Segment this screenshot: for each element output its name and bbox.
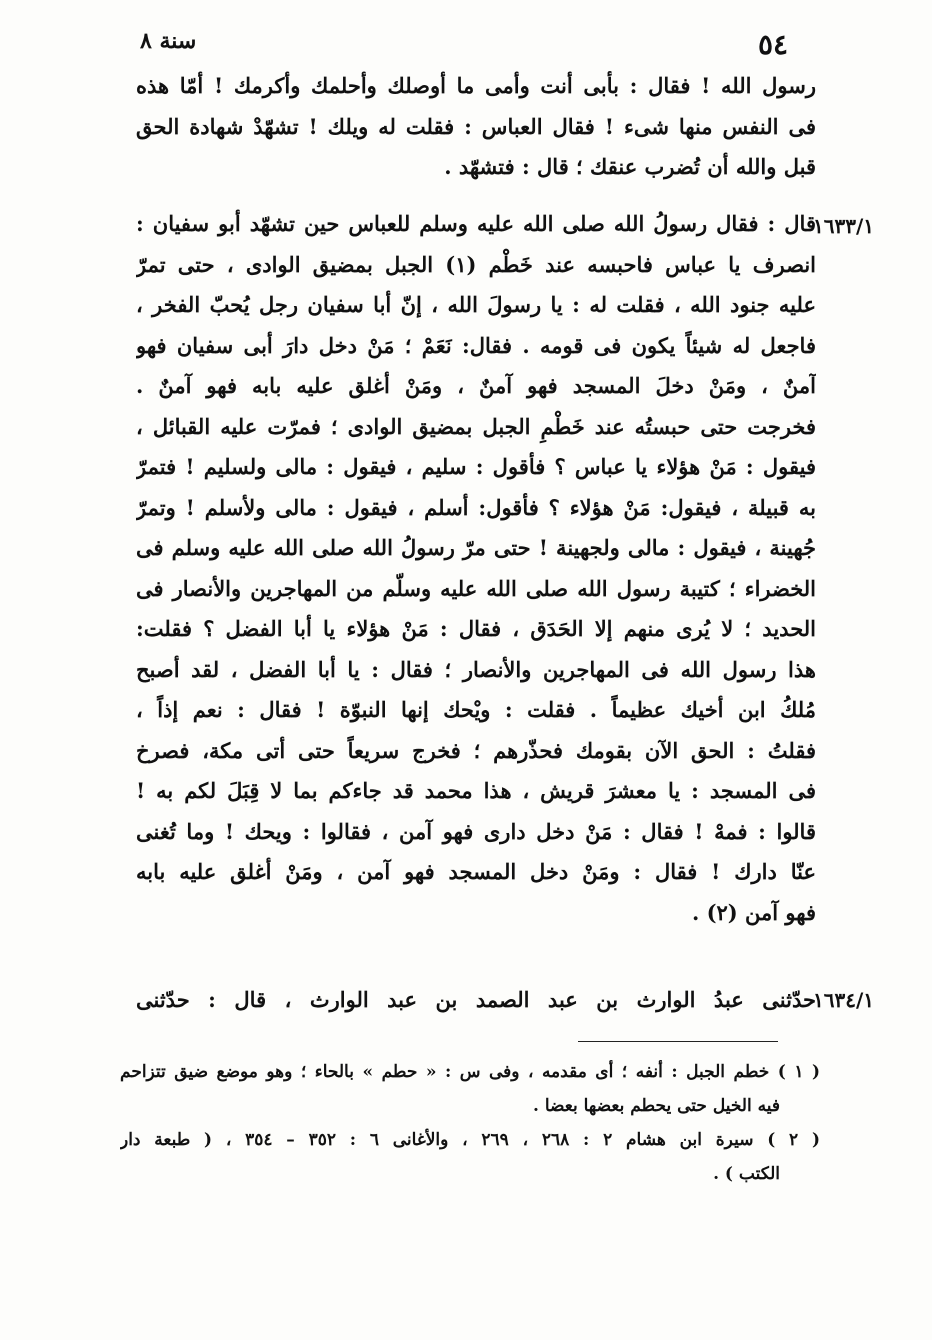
text-line: رسول الله ! فقال : بأبى أنت وأمى ما أوصلك وأحلمك وأكرمك ! أمّا هذه	[136, 73, 816, 98]
text-line: قبل والله أن تُضرب عنقك ؛ قال : فتشهّد .	[444, 154, 816, 179]
text-line: الحديد ؛ لا يُرى منهم إلا الحَدَق ، فقال : مَنْ هؤلاء يا أبا الفضل ؟ فقلت:	[136, 616, 816, 641]
text-line: آمنٌ ، ومَنْ دخلَ المسجد فهو آمنٌ ، ومَنْ أغلق عليه بابه فهو آمنٌ .	[136, 373, 816, 398]
text-line: قالوا : فمهْ ! فقال : مَنْ دخل دارى فهو آمن ، فقالوا : ويحك ! وما تُغنى	[136, 818, 816, 844]
text-line: هذا رسول الله فى المهاجرين والأنصار ؛ فقال : يا أبا الفضل ، لقد أصبح	[136, 656, 816, 682]
text-line: فيقول : مَنْ هؤلاء يا عباس ؟ فأقول : سليم ، فيقول : مالى ولسليم ! فتمرّ	[136, 454, 816, 479]
text-line: عنّا دارك ! فقال : ومَنْ دخل المسجد فهو آمن ، ومَنْ أغلق عليه بابه	[136, 859, 816, 884]
text-line: مُلكُ ابن أخيك عظيماً . فقلت : ويْحك إنها النبوّة ! فقال : نعم إذاً ،	[136, 697, 816, 722]
text-line: حدّثنى عبدُ الوارث بن عبد الصمد بن عبد الوارث ، قال : حدّثنى	[136, 987, 816, 1012]
year-header: سنة ٨	[140, 28, 197, 54]
text-line: فى النفس منها شىء ! فقال العباس : فقلت له ويلك ! تشهّدْ شهادة الحق	[136, 113, 816, 139]
footnote-divider	[578, 1041, 778, 1042]
text-line: فخرجت حتى حبستُه عند خَطْمِ الجبل بمضيق الوادى ؛ فمرّت عليه القبائل ،	[136, 413, 816, 439]
text-line: الخضراء ؛ كتيبة رسول الله صلى الله عليه وسلّم من المهاجرين والأنصار فى	[136, 575, 816, 601]
page-number: ٥٤	[758, 28, 789, 61]
footnote-line: ( ١ ) خطم الجبل : أنفه ؛ أى مقدمه ، وفى س : « حطم » بالحاء ؛ وهو موضع ضيق تتزاحم	[120, 1062, 820, 1082]
text-line: عليه جنود الله ، فقلت له : يا رسولَ الله ، إنّ أبا سفيان رجل يُحبّ الفخر ،	[136, 292, 816, 317]
footnote-line: فيه الخيل حتى يحطم بعضها بعضا .	[533, 1096, 780, 1116]
text-line: به قبيلة ، فيقول: مَنْ هؤلاء ؟ فأقول: أسلم ، فيقول : مالى ولأسلم ! وتمرّ	[136, 494, 816, 520]
paragraph-1633	[136, 204, 816, 933]
paragraph-number: ١٦٣٤/١	[812, 988, 874, 1012]
text-line: انصرف يا عباس فاحبسه عند خَطْم (١) الجبل بمضيق الوادى ، حتى تمرّ	[136, 251, 816, 277]
text-line: قال : فقال رسولُ الله صلى الله عليه وسلم للعباس حين تشهّد أبو سفيان :	[136, 211, 816, 236]
paragraph-continuation	[136, 66, 816, 188]
footnote-line: ( ٢ ) سيرة ابن هشام ٢ : ٢٦٨ ، ٢٦٩ ، والأغانى ٦ : ٣٥٢ – ٣٥٤ ، ( طبعة دار	[120, 1130, 820, 1150]
text-line: جُهينة ، فيقول : مالى ولجهينة ! حتى مرّ رسولُ الله صلى الله عليه وسلم فى	[136, 535, 816, 560]
paragraph-number: ١٦٣٣/١	[812, 214, 874, 238]
text-line: فهو آمن (٢) .	[691, 899, 816, 925]
footnotes	[120, 1055, 820, 1191]
text-line: فقلتُ : الحق الآن بقومك فحذّرهم ؛ فخرج سريعاً حتى أتى مكة، فصرخ	[136, 737, 816, 763]
text-line: فاجعل له شيئاً يكون فى قومه . فقال: نَعَمْ ؛ مَنْ دخل دارَ أبى سفيان فهو	[136, 332, 816, 358]
footnote-line: الكتب ) .	[713, 1164, 780, 1184]
paragraph-1634	[136, 980, 816, 1021]
text-line: فى المسجد : يا معشرَ قريش ، هذا محمد قد جاءكم بما لا قِبَلَ لكم به !	[136, 778, 816, 803]
